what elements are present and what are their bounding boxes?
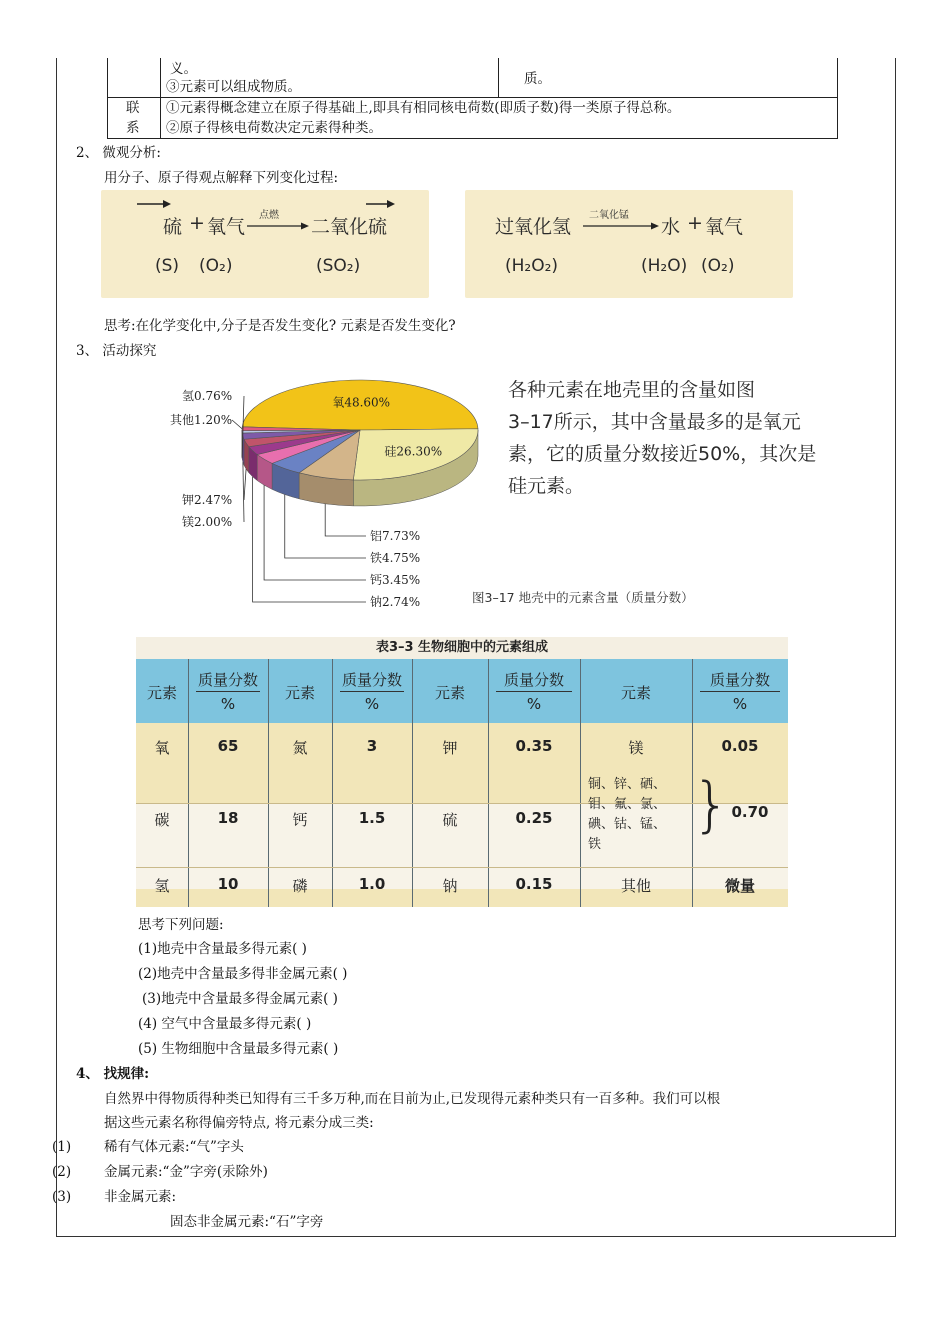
formula-label: (O₂)	[701, 256, 735, 276]
reaction-condition: 二氧化锰	[589, 210, 629, 221]
header-underline	[700, 691, 780, 692]
pie-label-oxygen: 氧48.60%	[332, 395, 391, 410]
pie-label-钙: 钙3.45%	[370, 573, 421, 587]
figure-description-line: 硅元素。	[508, 475, 585, 497]
category-text: 非金属元素:	[104, 1189, 177, 1205]
mass-cell: 0.05	[721, 737, 759, 755]
pie-label-钾: 钾2.47%	[182, 493, 233, 507]
mass-cell: 10	[217, 875, 239, 893]
pie-leader-line	[325, 504, 366, 536]
crust-element-pie-chart	[160, 370, 490, 620]
question-item: (4) 空气中含量最多得元素( )	[138, 1016, 312, 1032]
figure-description-line: 各种元素在地壳里的含量如图	[508, 379, 756, 401]
header-element: 元素	[434, 684, 465, 702]
table-text: ②原子得核电荷数决定元素得种类。	[166, 120, 382, 136]
header-underline	[340, 691, 404, 692]
table-title: 表3–3 生物细胞中的元素组成	[375, 640, 549, 655]
question-item: (5) 生物细胞中含量最多得元素( )	[138, 1041, 339, 1057]
question-item: (1)地壳中含量最多得元素( )	[138, 941, 307, 957]
row-divider	[136, 803, 788, 804]
trace-element-line: 钼、氟、氯、	[588, 797, 667, 812]
header-mass-fraction: 质量分数	[503, 671, 564, 689]
reaction-condition: 点燃	[259, 210, 279, 221]
formula-label: (O₂)	[199, 256, 233, 276]
figure-description-line: 素，它的质量分数接近50%，其次是	[508, 443, 817, 465]
header-unit: %	[364, 695, 380, 713]
table-row	[136, 723, 788, 803]
mass-cell: 1.5	[358, 809, 386, 827]
header-underline	[496, 691, 572, 692]
figure-caption: 图3–17 地壳中的元素含量（质量分数）	[472, 590, 694, 605]
question-item: (3)地壳中含量最多得金属元素( )	[142, 991, 338, 1007]
trace-element-line: 碘、钴、锰、	[588, 817, 667, 832]
pie-leader-line	[232, 420, 242, 429]
formula-label: (S)	[155, 256, 180, 276]
row-header: 系	[126, 120, 140, 136]
header-unit: %	[732, 695, 748, 713]
table-divider	[108, 97, 837, 98]
figure-description-line: 3–17所示，其中含量最多的是氧元	[508, 411, 801, 433]
mass-cell: 0.70	[731, 803, 769, 821]
trace-element-line: 铜、锌、硒、	[588, 777, 667, 792]
header-unit: %	[526, 695, 542, 713]
reaction-arrow	[465, 190, 793, 298]
element-cell: 碳	[154, 811, 170, 829]
element-cell: 硫	[442, 811, 458, 829]
reaction-panel-peroxide	[465, 190, 793, 298]
plus-sign: +	[687, 212, 703, 234]
product-label: 二氧化硫	[311, 216, 388, 238]
pie-label-镁: 镁2.00%	[182, 515, 233, 529]
category-number: (1)	[52, 1139, 72, 1155]
think-question: 思考:在化学变化中,分子是否发生变化? 元素是否发生变化?	[104, 318, 456, 334]
mass-cell: 18	[217, 809, 239, 827]
paragraph-line: 据这些元素名称得偏旁特点, 将元素分成三类:	[104, 1115, 374, 1131]
pie-label-氢: 氢0.76%	[182, 389, 233, 403]
mass-cell: 微量	[724, 877, 755, 895]
element-cell: 磷	[292, 877, 308, 895]
header-mass-fraction: 质量分数	[341, 671, 402, 689]
paragraph-line: 自然界中得物质得种类已知得有三千多万种,而在目前为止,已发现得元素种类只有一百多种。我们可以根	[104, 1091, 721, 1107]
mass-cell: 0.25	[515, 809, 553, 827]
reactant-label: 硫	[163, 216, 183, 238]
reactant-label: 氧气	[207, 216, 246, 238]
element-cell: 钙	[292, 811, 308, 829]
header-unit: %	[220, 695, 236, 713]
mass-cell: 0.15	[515, 875, 553, 893]
formula-label: (H₂O)	[641, 256, 688, 276]
trace-element-line: 铁	[588, 837, 602, 852]
section-heading: 4、 找规律:	[76, 1066, 150, 1082]
pie-leader-line	[243, 462, 244, 522]
mass-cell: 65	[217, 737, 239, 755]
element-cell: 其他	[620, 877, 651, 895]
reaction-panel-sulfur	[101, 190, 429, 298]
formula-label: (SO₂)	[316, 256, 361, 276]
table-text: ③元素可以组成物质。	[166, 79, 301, 95]
pie-label-其他: 其他1.20%	[170, 413, 233, 427]
mass-cell: 0.35	[515, 737, 553, 755]
section-heading: 2、 微观分析:	[76, 145, 161, 161]
mass-cell: 3	[366, 737, 378, 755]
summary-table	[107, 58, 838, 139]
header-underline	[196, 691, 260, 692]
element-cell: 氧	[154, 739, 170, 757]
category-number: (2)	[52, 1164, 72, 1180]
row-header: 联	[126, 100, 140, 116]
brace-icon: }	[692, 770, 731, 840]
element-cell: 钠	[442, 877, 458, 895]
header-mass-fraction: 质量分数	[709, 671, 770, 689]
table-divider	[498, 58, 499, 97]
category-number: (3)	[52, 1189, 72, 1205]
row-divider	[136, 867, 788, 868]
section-heading: 3、 活动探究	[76, 343, 157, 359]
category-text: 稀有气体元素:“气”字头	[104, 1139, 244, 1155]
element-cell: 氢	[154, 877, 170, 895]
table-text: 义。	[170, 61, 197, 77]
questions-intro: 思考下列问题:	[138, 917, 224, 933]
formula-label: (H₂O₂)	[505, 256, 559, 276]
table-text: 质。	[524, 71, 551, 87]
product-label: 氧气	[705, 216, 744, 238]
pie-label-钠: 钠2.74%	[370, 595, 421, 609]
pie-label-silicon: 硅26.30%	[384, 444, 443, 459]
element-cell: 氮	[292, 739, 308, 757]
category-subtext: 固态非金属元素:“石”字旁	[170, 1214, 324, 1230]
table-text: ①元素得概念建立在原子得基础上,即具有相同核电荷数(即质子数)得一类原子得总称。	[166, 100, 681, 116]
reactant-label: 过氧化氢	[495, 216, 572, 238]
mass-cell: 1.0	[358, 875, 386, 893]
header-element: 元素	[146, 684, 177, 702]
header-mass-fraction: 质量分数	[197, 671, 258, 689]
pie-leader-line	[244, 469, 246, 500]
pie-label-铁: 铁4.75%	[370, 551, 421, 565]
element-cell: 镁	[628, 739, 644, 757]
header-element: 元素	[620, 684, 651, 702]
plus-sign: +	[189, 212, 205, 234]
element-cell: 钾	[442, 739, 458, 757]
header-element: 元素	[284, 684, 315, 702]
product-label: 水	[661, 216, 681, 238]
table-divider	[160, 58, 161, 138]
instruction-text: 用分子、原子得观点解释下列变化过程:	[104, 170, 339, 186]
category-text: 金属元素:“金”字旁(汞除外)	[104, 1164, 268, 1180]
question-item: (2)地壳中含量最多得非金属元素( )	[138, 966, 348, 982]
pie-label-铝: 铝7.73%	[370, 529, 421, 543]
